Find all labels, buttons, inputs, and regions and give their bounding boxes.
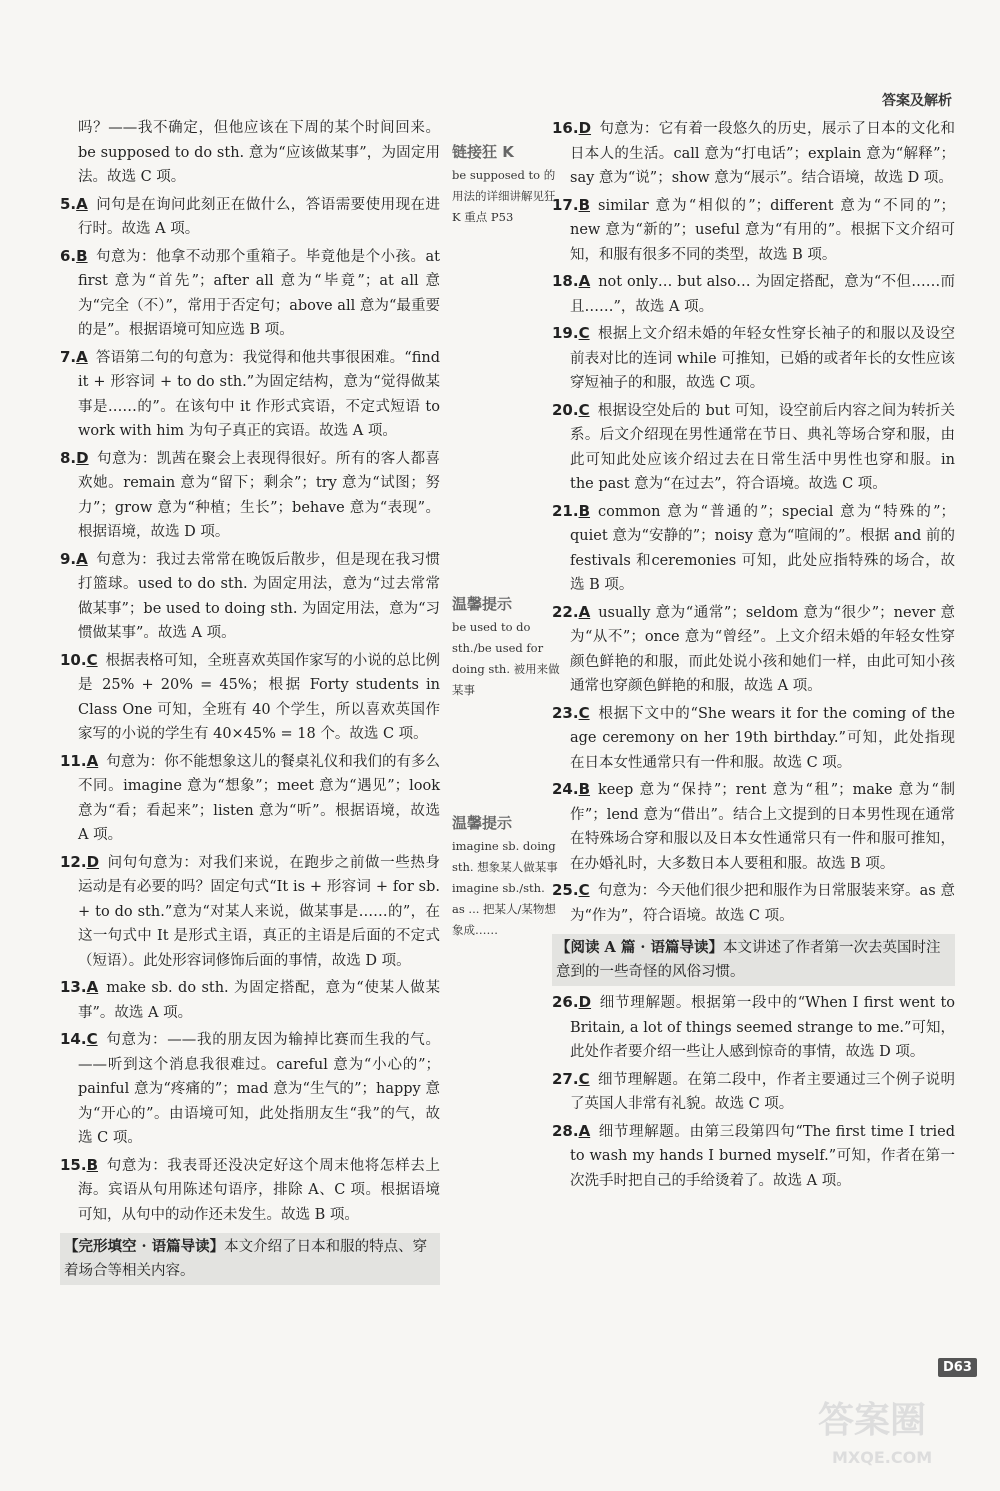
answer-item [60, 1153, 440, 1228]
sidebar-note-tip [452, 813, 560, 941]
watermark-url: MXQE.COM [832, 1448, 933, 1467]
question-number: 19. [552, 324, 579, 342]
explanation-text: 句意为：他拿不动那个重箱子。毕竟他是个小孩。at first 意为“首先”；after all 意为“毕竟”；at all 意为“完全（不）”，常用于否定句；above all 意为“最重要的是”。根据语境可知应选 B 项。 [78, 248, 440, 338]
answer-item [552, 499, 955, 598]
explanation-text: 根据上文介绍未婚的年轻女性穿长袖子的和服以及设空前表对比的连词 while 可推知，已婚的或者年长的女性应该穿短袖子的和服，故选 C 项。 [570, 326, 955, 391]
answer-letter: C [578, 324, 590, 342]
answer-item [60, 1027, 440, 1151]
answer-item [552, 193, 955, 268]
answer-item [60, 192, 440, 242]
explanation-text: 句意为：今天他们很少把和服作为日常服装来穿。as 意为“作为”，符合语境。故选 C 项。 [570, 883, 955, 924]
sidebar-note-link [452, 142, 560, 228]
sidebar-note-title: 温馨提示 [452, 595, 513, 613]
answer-item [552, 990, 955, 1065]
answer-item [552, 701, 955, 776]
sidebar-note-title: 链接狂 K [452, 143, 514, 161]
answer-item [60, 547, 440, 646]
explanation-text: keep 意为“保持”；rent 意为“租”；make 意为“制作”；lend 意为“借出”。结合上文提到的日本男性现在通常在特殊场合穿和服以及日本女性通常只有一件和服可推知，在办婚礼时，大多数日本人要租和服。故选 B 项。 [570, 782, 955, 872]
answer-letter: C [86, 1030, 98, 1048]
question-number: 12. [60, 852, 87, 871]
answer-letter: B [578, 780, 591, 798]
question-number: 8. [60, 448, 77, 467]
explanation-text: not only… but also… 为固定搭配，意为“不但……而且……”，故选 A 项。 [570, 274, 955, 315]
answer-letter: A [578, 272, 591, 290]
answer-item [60, 345, 440, 444]
explanation-text: 细节理解题。根据第一段中的“When I first went to Britain, a lot of things seemed strange to me.”可知，此处作者要介绍一些让人感到惊奇的事情，故选 D 项。 [570, 995, 955, 1060]
question-number: 27. [552, 1069, 579, 1088]
answer-item [60, 749, 440, 848]
answer-item [60, 244, 440, 343]
question-number: 22. [552, 602, 579, 621]
header-title: 答案及解析 [882, 93, 952, 109]
question-number: 6. [60, 246, 77, 265]
question-number: 11. [60, 751, 87, 770]
left-column [60, 116, 440, 1289]
answer-letter: A [578, 1121, 591, 1140]
answer-letter: C [578, 400, 590, 419]
answer-letter: C [578, 703, 590, 722]
question-number: 14. [60, 1030, 87, 1048]
answer-letter: C [578, 881, 590, 899]
question-number: 13. [60, 978, 87, 996]
explanation-text: 句意为：我表哥还没决定好这个周末他将怎样去上海。宾语从句用陈述句语序，排除 A、C 项。根据语境可知，从句中的动作还未发生。故选 B 项。 [78, 1157, 440, 1223]
answer-letter: A [578, 602, 591, 621]
answer-letter: C [86, 650, 98, 669]
question-number: 25. [552, 881, 579, 899]
answer-item [552, 116, 955, 191]
answer-letter: A [86, 751, 99, 770]
question-number: 24. [552, 780, 579, 798]
answer-letter: C [578, 1069, 590, 1088]
explanation-text: 问句是在询问此刻正在做什么，答语需要使用现在进行时。故选 A 项。 [78, 196, 440, 237]
question-number: 21. [552, 501, 579, 520]
answer-item [60, 975, 440, 1025]
explanation-text: 根据设空处后的 but 可知，设空前后内容之间为转折关系。后文介绍现在男性通常在节日、典礼等场合穿和服，由此可知此处应该介绍过去在日常生活中男性也穿和服。in the past 意为“在过去”，符合语境。故选 C 项。 [570, 402, 955, 492]
question-number: 26. [552, 993, 579, 1011]
explanation-text: 句意为：你不能想象这儿的餐桌礼仪和我们的有多么不同。imagine 意为“想象”；meet 意为“遇见”；look 意为“看；看起来”；listen 意为“听”。根据语境，故选 A 项。 [78, 753, 440, 843]
explanation-text: 句意为：我过去常常在晚饭后散步，但是现在我习惯打篮球。used to do sth. 为固定用法，意为“过去常常做某事”；be used to doing sth. 为固定用法，意为“习惯做某事”。故选 A 项。 [78, 551, 440, 641]
answer-letter: B [76, 246, 88, 265]
answer-item [60, 648, 440, 747]
answer-letter: B [86, 1155, 99, 1174]
answer-letter: D [86, 852, 100, 871]
question-number: 7. [60, 347, 77, 366]
question-number: 23. [552, 703, 579, 722]
answer-item [552, 269, 955, 319]
answer-letter: A [86, 978, 99, 996]
answer-item [552, 321, 955, 396]
explanation-text: 根据下文中的“She wears it for the coming of the age ceremony on her 19th birthday.”可知，此处指现在日本女性通常只有一件和服。故选 C 项。 [570, 705, 955, 771]
answer-item [552, 777, 955, 876]
explanation-text: 根据表格可知，全班喜欢英国作家写的小说的总比例是 25% + 20% = 45%；根据 Forty students in Class One 可知，全班有 40 个学生，所以喜欢英国作家写的小说的学生有 40×45% = 18 个。故选 C 项。 [78, 652, 440, 742]
answer-item [552, 878, 955, 928]
question-number: 10. [60, 650, 87, 669]
answer-item [60, 850, 440, 974]
guide-label: 【阅读 A 篇 · 语篇导读】 [556, 939, 723, 956]
explanation-text: 答语第二句的句意为：我觉得和他共事很困难。“find it + 形容词 + to do sth.”为固定结构，意为“觉得做某事是……的”。在该句中 it 作形式宾语，不定式短语 to work with him 为句子真正的宾语。故选 A 项。 [78, 349, 440, 439]
question-number: 16. [552, 119, 579, 137]
explanation-text: similar 意为“相似的”；different 意为“不同的”；new 意为“新的”；useful 意为“有用的”。根据下文介绍可知，和服有很多不同的类型，故选 B 项。 [570, 197, 955, 263]
passage-guide [60, 1233, 440, 1285]
explanation-text: 句意为：它有着一段悠久的历史，展示了日本的文化和日本人的生活。call 意为“打电话”；explain 意为“解释”；say 意为“说”；show 意为“展示”。结合语境，故选 D 项。 [570, 121, 955, 186]
guide-text: 本文介绍了日本和服的特点、穿着场合等相关内容。 [64, 1239, 428, 1279]
answer-item [78, 116, 440, 190]
explanation-text: common 意为“普通的”；special 意为“特殊的”；quiet 意为“安静的”；noisy 意为“喧闹的”。根据 and 前的 festivals 和ceremonies 可知，此处应指特殊的场合，故选 B 项。 [570, 503, 955, 593]
answer-letter: B [578, 195, 591, 214]
answer-letter: A [76, 549, 88, 568]
question-number: 18. [552, 272, 579, 290]
page-number: D63 [938, 1358, 977, 1377]
answer-letter: D [578, 993, 592, 1011]
explanation-text: usually 意为“通常”；seldom 意为“很少”；never 意为“从不”；once 意为“曾经”。上文介绍未婚的年轻女性穿颜色鲜艳的和服，而此处说小孩和她们一样，由此可知小孩通常也穿颜色鲜艳的和服，故选 A 项。 [570, 604, 955, 694]
explanation-text: 细节理解题。由第三段第四句“The first time I tried to wash my hands I burned myself.”可知，作者在第一次洗手时把自己的手给烫着了。故选 A 项。 [570, 1123, 955, 1189]
question-number: 17. [552, 195, 579, 214]
sidebar-note-tip [452, 594, 560, 701]
sidebar-note-text: be supposed to 的用法的详细讲解见狂 K 重点 P53 [452, 168, 556, 224]
explanation-text: 吗？——我不确定，但他应该在下周的某个时间回来。be supposed to do sth. 意为“应该做某事”，为固定用法。故选 C 项。 [78, 120, 440, 185]
answer-item [552, 600, 955, 699]
right-column [552, 116, 955, 1195]
answer-item [60, 446, 440, 545]
answer-letter: D [76, 448, 89, 467]
question-number: 15. [60, 1155, 87, 1174]
question-number: 28. [552, 1121, 579, 1140]
explanation-text: 细节理解题。在第二段中，作者主要通过三个例子说明了英国人非常有礼貌。故选 C 项。 [570, 1071, 955, 1112]
question-number: 20. [552, 400, 579, 419]
sidebar-note-text: imagine sb. doing sth. 想象某人做某事 imagine sb./sth. as ... 把某人/某物想象成…… [452, 839, 558, 937]
explanation-text: 句意为：——我的朋友因为输掉比赛而生我的气。——听到这个消息我很难过。careful 意为“小心的”；painful 意为“疼痛的”；mad 意为“生气的”；happy 意为“开心的”。由语境可知，此处指朋友生“我”的气，故选 C 项。 [78, 1032, 440, 1146]
explanation-text: 句意为：凯茜在聚会上表现得很好。所有的客人都喜欢她。remain 意为“留下；剩余”；try 意为“试图；努力”；grow 意为“种植；生长”；behave 意为“表现”。根据语境，故选 D 项。 [78, 450, 440, 540]
answer-item [552, 1119, 955, 1194]
watermark-logo: 答案圈 [818, 1400, 927, 1441]
answer-item [552, 398, 955, 497]
answer-letter: A [76, 194, 88, 213]
answer-item [552, 1067, 955, 1117]
question-number: 5. [60, 194, 77, 213]
explanation-text: make sb. do sth. 为固定搭配，意为“使某人做某事”。故选 A 项。 [78, 980, 440, 1021]
answer-letter: A [76, 347, 88, 366]
sidebar-note-title: 温馨提示 [452, 814, 513, 832]
guide-text: 本文讲述了作者第一次去英国时注意到的一些奇怪的风俗习惯。 [556, 940, 941, 980]
question-number: 9. [60, 549, 77, 568]
sidebar-note-text: be used to do sth./be used for doing sth. 被用来做某事 [452, 620, 560, 697]
answer-letter: B [578, 501, 591, 520]
answer-letter: D [578, 119, 592, 137]
guide-label: 【完形填空 · 语篇导读】 [64, 1238, 225, 1255]
explanation-text: 问句句意为：对我们来说，在跑步之前做一些热身运动是有必要的吗？固定句式“It is + 形容词 + for sb. + to do sth.”意为“对某人来说，做某事是……的”，在这一句式中 It 是形式主语，真正的主语是后面的不定式（短语）。此处形容词修饰后面的事情，故选 D 项。 [78, 854, 440, 969]
passage-guide [552, 934, 955, 986]
